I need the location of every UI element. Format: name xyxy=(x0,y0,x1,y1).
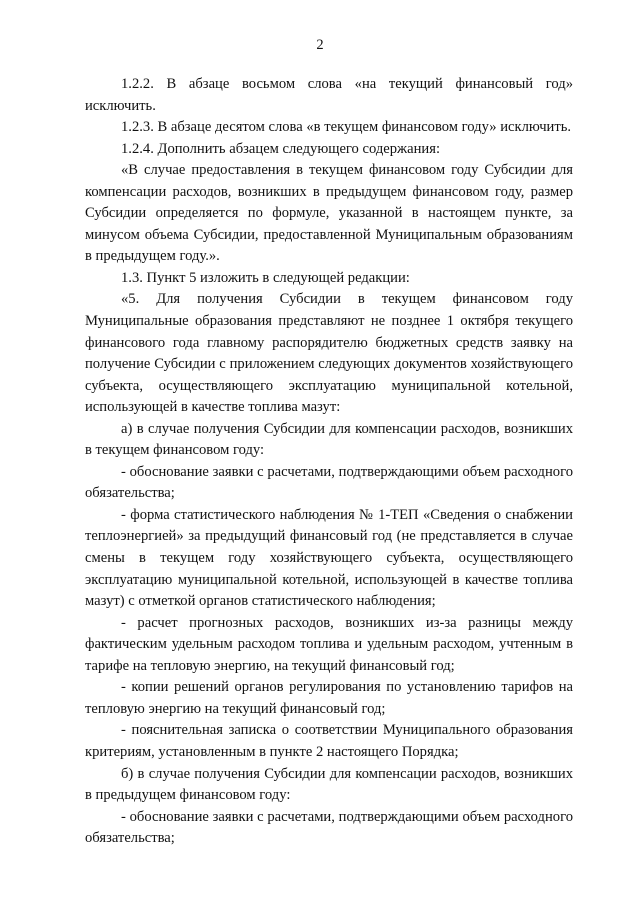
paragraph-subpoint-b: б) в случае получения Субсидии для компенсации расходов, возникших в предыдущем финансовом году: xyxy=(85,765,573,804)
paragraph-1-2-2: 1.2.2. В абзаце восьмом слова «на текущий финансовый год» исключить. xyxy=(85,76,573,114)
list-item-a-tariff-decisions: - копии решений органов регулирования по установлению тарифов на тепловую энергию на текущий финансовый год; xyxy=(85,679,573,717)
paragraph-subpoint-a: а) в случае получения Субсидии для компенсации расходов, возникших в текущем финансовом году: xyxy=(85,420,573,459)
list-item-a-explanatory-note: - пояснительная записка о соответствии Муниципального образования критериям, установленным в пункте 2 настоящего Порядка; xyxy=(85,722,573,760)
paragraph-1-2-3: 1.2.3. В абзаце десятом слова «в текущем финансовом году» исключить. xyxy=(121,119,572,136)
document-body xyxy=(85,74,573,850)
list-item-a-statistics-form: - форма статистического наблюдения № 1-ТЕП «Сведения о снабжении теплоэнергией» за предыдущий финансовый год (не представляется в случае смены в текущем году хозяйствующего субъекта, осуществляющего эксплуатацию муниципальной котельной, использующей в качестве топлива мазут) с отметкой органов статистического наблюдения; xyxy=(85,506,573,610)
list-item-a-forecast-calculation: - расчет прогнозных расходов, возникших из-за разницы между фактическим удельным расходом топлива и удельным расходом, учтенным в тарифе на тепловую энергию, на текущий финансовый год; xyxy=(85,614,573,674)
paragraph-point-5: «5. Для получения Субсидии в текущем финансовом году Муниципальные образования представляют не позднее 1 октября текущего финансового года главному распорядителю бюджетных средств заявку на получение Субсидии с приложением следующих документов хозяйствующего субъекта, осуществляющего эксплуатацию муниципальной котельной, использующей в качестве топлива мазут: xyxy=(85,291,573,416)
page-number: 2 xyxy=(316,37,324,53)
paragraph-1-2-4: 1.2.4. Дополнить абзацем следующего содержания: xyxy=(121,140,441,157)
list-item-a-justification: - обоснование заявки с расчетами, подтверждающими объем расходного обязательства; xyxy=(85,463,573,502)
list-item-b-justification: - обоснование заявки с расчетами, подтверждающими объем расходного обязательства; xyxy=(85,808,573,847)
paragraph-1-3: 1.3. Пункт 5 изложить в следующей редакции: xyxy=(121,269,410,286)
paragraph-quoted-subsidy-rule: «В случае предоставления в текущем финансовом году Субсидии для компенсации расходов, возникших в предыдущем финансовом году, размер Субсидии определяется по формуле, указанной в настоящем пункте, за минусом объема Субсидии, предоставленной Муниципальным образованиям в предыдущем году.». xyxy=(85,162,573,265)
